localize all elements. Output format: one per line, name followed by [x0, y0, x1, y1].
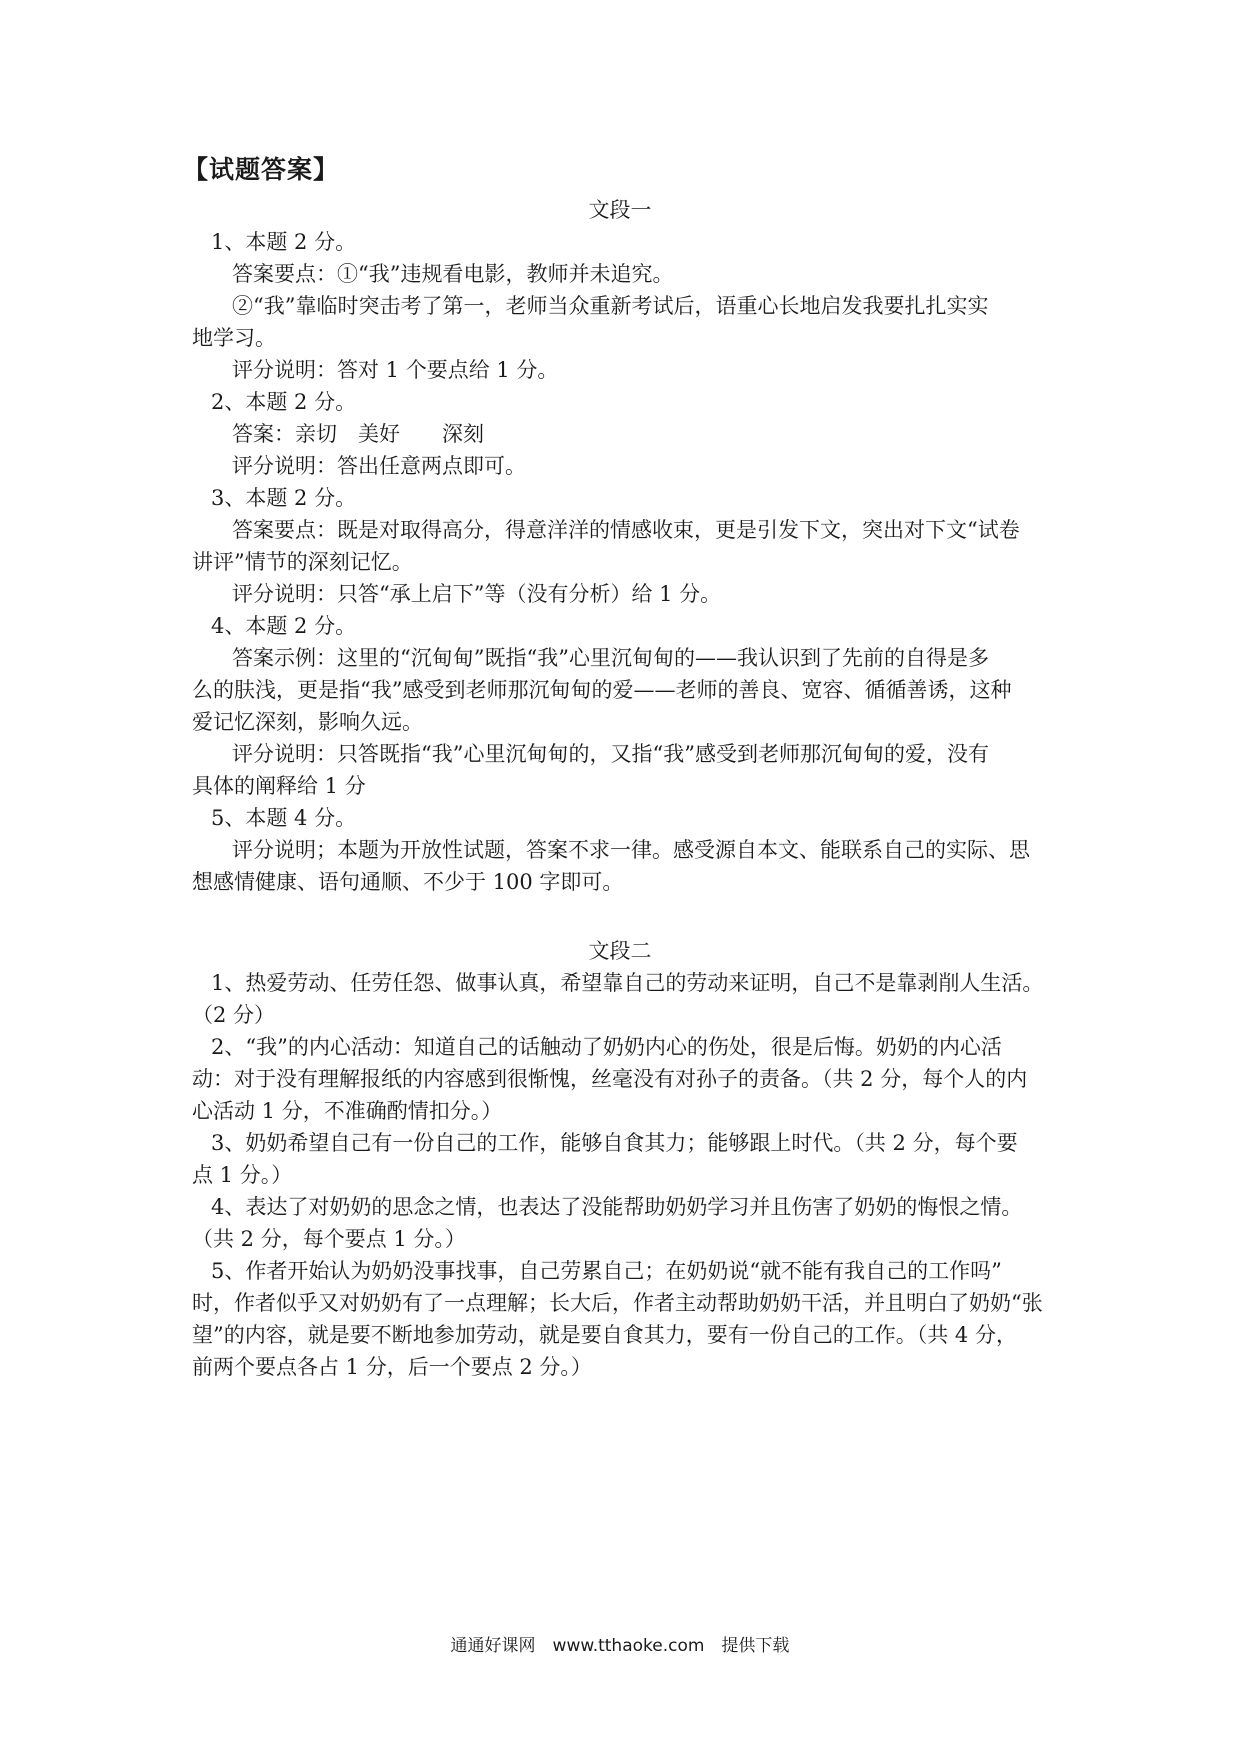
answer-line: 具体的阐释给 1 分 [192, 774, 366, 798]
answer-line: 么的肤浅，更是指“我”感受到老师那沉甸甸的爱——老师的善良、宽容、循循善诱，这种 [192, 678, 1012, 702]
answer-line: 2、本题 2 分。 [211, 390, 357, 414]
answer-line: 评分说明：答出任意两点即可。 [232, 454, 526, 478]
answer-line: 4、本题 2 分。 [211, 614, 357, 638]
answer-line: 3、奶奶希望自己有一份自己的工作，能够自食其力；能够跟上时代。（共 2 分，每个要 [211, 1131, 1018, 1155]
answer-line: 心活动 1 分，不准确酌情扣分。） [192, 1099, 503, 1123]
answer-line: 1、热爱劳动、任劳任怨、做事认真，希望靠自己的劳动来证明，自己不是靠剥削人生活。 [211, 971, 1044, 995]
answer-line: 地学习。 [192, 326, 276, 350]
answer-line: 点 1 分。） [192, 1163, 293, 1187]
answer-line: 5、本题 4 分。 [211, 806, 357, 830]
answer-line: 时，作者似乎又对奶奶有了一点理解；长大后，作者主动帮助奶奶干活，并且明白了奶奶“张 [192, 1291, 1043, 1315]
answer-line: ②“我”靠临时突击考了第一，老师当众重新考试后，语重心长地启发我要扎扎实实 [232, 294, 989, 318]
answer-line: 答案：亲切 美好 深刻 [232, 422, 484, 446]
answer-line: （2 分） [192, 1003, 276, 1027]
answer-line: 讲评”情节的深刻记忆。 [192, 550, 413, 574]
answer-line: 答案要点：①“我”违规看电影，教师并未追究。 [232, 262, 674, 286]
answer-line: 评分说明；本题为开放性试题，答案不求一律。感受源自本文、能联系自己的实际、思 [232, 838, 1030, 862]
answer-line: 爱记忆深刻，影响久远。 [192, 710, 423, 734]
answer-line: 评分说明：只答既指“我”心里沉甸甸的，又指“我”感受到老师那沉甸甸的爱，没有 [232, 742, 989, 766]
answer-line: 想感情健康、语句通顺、不少于 100 字即可。 [192, 870, 624, 894]
answer-line: （共 2 分，每个要点 1 分。） [192, 1227, 466, 1251]
answer-line: 3、本题 2 分。 [211, 486, 357, 510]
answer-line: 1、本题 2 分。 [211, 230, 357, 254]
answer-line: 评分说明：答对 1 个要点给 1 分。 [232, 358, 559, 382]
answer-line: 动：对于没有理解报纸的内容感到很惭愧，丝毫没有对孙子的责备。（共 2 分，每个人的内 [192, 1067, 1028, 1091]
answer-line: 5、作者开始认为奶奶没事找事，自己劳累自己；在奶奶说“就不能有我自己的工作吗” [211, 1259, 1002, 1283]
answer-line: 评分说明：只答“承上启下”等（没有分析）给 1 分。 [232, 582, 722, 606]
answer-line: 答案要点：既是对取得高分，得意洋洋的情感收束，更是引发下文，突出对下文“试卷 [232, 518, 1020, 542]
answer-line: 望”的内容，就是要不断地参加劳动，就是要自食其力，要有一份自己的工作。（共 4 分， [192, 1323, 1017, 1347]
answer-line: 4、表达了对奶奶的思念之情，也表达了没能帮助奶奶学习并且伤害了奶奶的悔恨之情。 [211, 1195, 1023, 1219]
document-title: 【试题答案】 [183, 155, 340, 184]
section-title-1: 文段一 [588, 198, 652, 222]
answer-line: 前两个要点各占 1 分，后一个要点 2 分。） [192, 1355, 592, 1379]
footer-credit: 通通好课网 www.tthaoke.com 提供下载 [450, 1636, 790, 1656]
section-title-2: 文段二 [588, 939, 652, 963]
answer-line: 2、“我”的内心活动：知道自己的话触动了奶奶内心的伤处，很是后悔。奶奶的内心活 [211, 1035, 1002, 1059]
answer-line: 答案示例：这里的“沉甸甸”既指“我”心里沉甸甸的——我认识到了先前的自得是多 [232, 646, 989, 670]
